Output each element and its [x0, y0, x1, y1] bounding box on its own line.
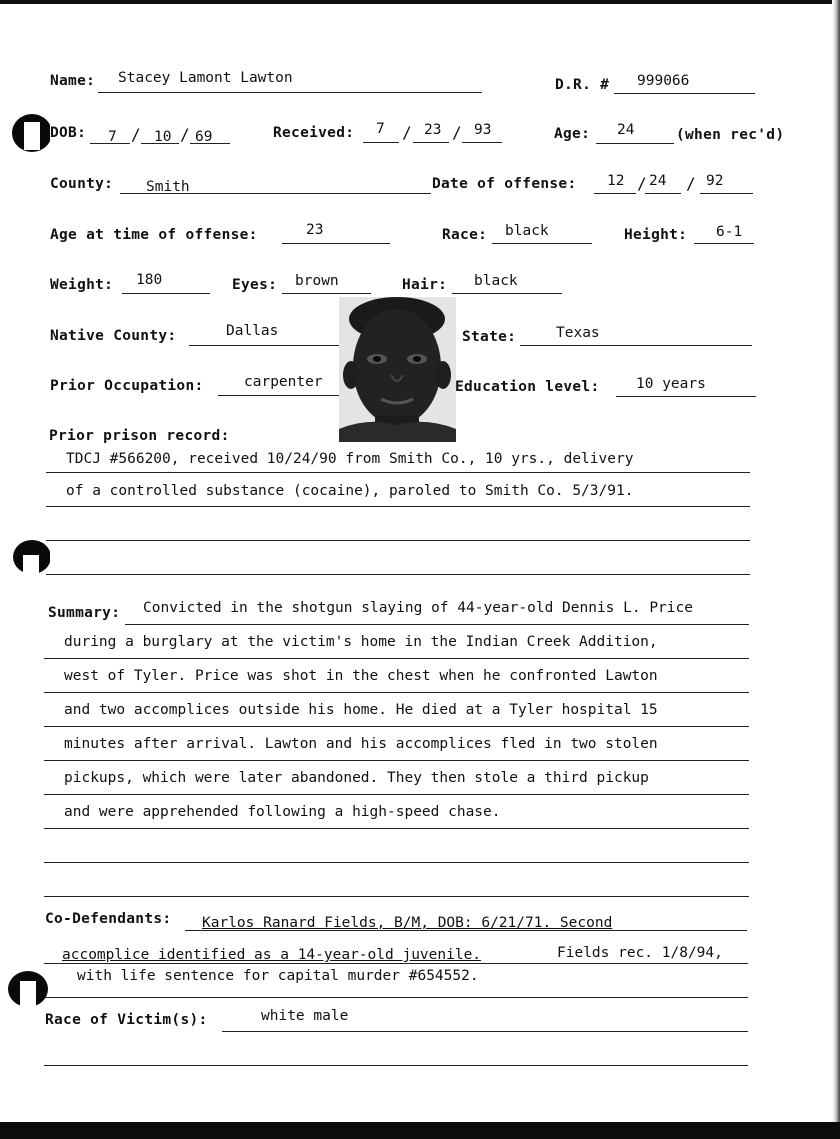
summary-rule-7: [44, 828, 749, 829]
punch-hole-bottom: [2, 965, 48, 1015]
county-value: Smith: [146, 179, 190, 195]
education-level-value: 10 years: [636, 376, 706, 392]
height-line: [694, 243, 754, 244]
summary-line-6: pickups, which were later abandoned. They then stole a third pickup: [64, 770, 649, 786]
date-of-offense-label: Date of offense:: [432, 176, 577, 192]
age-at-offense-value: 23: [306, 222, 324, 238]
received-label: Received:: [273, 125, 355, 141]
dr-number-line: [614, 93, 755, 94]
received-month: 7: [376, 121, 385, 137]
race-of-victims-value: white male: [261, 1008, 349, 1024]
state-value: Texas: [556, 325, 600, 341]
dr-number-value: 999066: [637, 73, 690, 89]
summary-line-5: minutes after arrival. Lawton and his accomplices fled in two stolen: [64, 736, 658, 752]
race-of-victims-rule-2: [44, 1065, 748, 1066]
prior-record-rule-4: [46, 574, 750, 575]
name-line: [98, 92, 482, 93]
prior-record-rule-3: [46, 540, 750, 541]
native-county-value: Dallas: [226, 323, 279, 339]
summary-rule-5: [44, 760, 749, 761]
offense-separator-2: /: [686, 174, 696, 193]
inmate-photo: [339, 297, 456, 442]
race-label: Race:: [442, 227, 488, 243]
received-day-line: [413, 142, 449, 143]
dob-label: DOB:: [50, 125, 87, 141]
dob-day: 10: [154, 129, 172, 145]
scan-right-edge: [832, 0, 840, 1122]
summary-label: Summary:: [48, 605, 121, 621]
co-defendants-line-3: with life sentence for capital murder #654552.: [77, 968, 479, 984]
co-defendants-label: Co-Defendants:: [45, 911, 172, 927]
received-month-line: [363, 142, 399, 143]
age-label: Age:: [554, 126, 591, 142]
race-line: [492, 243, 592, 244]
race-value: black: [505, 223, 549, 239]
summary-rule-4: [44, 726, 749, 727]
offense-separator: /: [637, 174, 647, 193]
dob-month-line: [90, 143, 130, 144]
height-label: Height:: [624, 227, 688, 243]
summary-rule-6: [44, 794, 749, 795]
co-defendants-rule-1: [185, 930, 747, 931]
county-line: [120, 193, 431, 194]
received-year-line: [462, 142, 502, 143]
age-at-offense-label: Age at time of offense:: [50, 227, 258, 243]
prior-record-line-2: of a controlled substance (cocaine), paroled to Smith Co. 5/3/91.: [66, 483, 634, 499]
summary-rule-3: [44, 692, 749, 693]
education-level-line: [616, 396, 756, 397]
age-line: [596, 143, 674, 144]
dob-year-line: [190, 143, 230, 144]
summary-rule-8: [44, 862, 749, 863]
summary-line-2: during a burglary at the victim's home in the Indian Creek Addition,: [64, 634, 658, 650]
weight-label: Weight:: [50, 277, 114, 293]
weight-line: [122, 293, 210, 294]
summary-rule-2: [44, 658, 749, 659]
state-line: [520, 345, 752, 346]
summary-rule-1: [125, 624, 749, 625]
punch-hole-top: [6, 108, 50, 158]
prior-occupation-label: Prior Occupation:: [50, 378, 204, 394]
punch-hole-middle: [4, 535, 50, 585]
summary-line-3: west of Tyler. Price was shot in the chest when he confronted Lawton: [64, 668, 658, 684]
hair-line: [452, 293, 562, 294]
offense-year-line: [700, 193, 753, 194]
native-county-line: [189, 345, 339, 346]
dob-day-line: [141, 143, 179, 144]
summary-line-7: and were apprehended following a high-speed chase.: [64, 804, 501, 820]
name-label: Name:: [50, 73, 96, 89]
received-separator-2: /: [452, 123, 462, 142]
name-value: Stacey Lamont Lawton: [118, 70, 293, 86]
state-label: State:: [462, 329, 517, 345]
dob-year: 69: [195, 129, 213, 145]
hair-label: Hair:: [402, 277, 448, 293]
offense-month-line: [594, 193, 636, 194]
race-of-victims-rule-1: [222, 1031, 748, 1032]
prior-occupation-line: [218, 395, 339, 396]
co-defendants-rule-3: [44, 997, 748, 998]
co-defendants-line-2b: Fields rec. 1/8/94,: [557, 945, 723, 961]
offense-day-line: [645, 193, 681, 194]
age-value: 24: [617, 122, 635, 138]
prior-occupation-value: carpenter: [244, 374, 323, 390]
dob-separator: /: [131, 125, 141, 144]
summary-line-1: Convicted in the shotgun slaying of 44-year-old Dennis L. Price: [143, 600, 693, 616]
scan-top-edge: [0, 0, 840, 4]
offense-month: 12: [607, 173, 625, 189]
native-county-label: Native County:: [50, 328, 177, 344]
dr-number-label: D.R. #: [555, 77, 610, 93]
hair-value: black: [474, 273, 518, 289]
summary-line-4: and two accomplices outside his home. He died at a Tyler hospital 15: [64, 702, 658, 718]
offense-year: 92: [706, 173, 724, 189]
weight-value: 180: [136, 272, 163, 288]
prior-record-rule-1: [46, 472, 750, 473]
co-defendants-line-2: accomplice identified as a 14-year-old juvenile.: [62, 947, 482, 963]
received-separator: /: [402, 123, 412, 142]
received-day: 23: [424, 122, 442, 138]
age-at-offense-line: [282, 243, 390, 244]
education-level-label: Education level:: [455, 379, 600, 395]
eyes-value: brown: [295, 273, 339, 289]
eyes-line: [282, 293, 371, 294]
received-year: 93: [474, 122, 492, 138]
dob-separator-2: /: [180, 125, 190, 144]
eyes-label: Eyes:: [232, 277, 278, 293]
height-value: 6-1: [716, 224, 743, 240]
co-defendants-line-1: Karlos Ranard Fields, B/M, DOB: 6/21/71. Second: [202, 915, 613, 931]
dob-month: 7: [108, 129, 117, 145]
co-defendants-rule-2: [44, 963, 748, 964]
county-label: County:: [50, 176, 114, 192]
prior-record-line-1: TDCJ #566200, received 10/24/90 from Smith Co., 10 yrs., delivery: [66, 451, 634, 467]
prior-prison-record-label: Prior prison record:: [49, 428, 230, 444]
race-of-victims-label: Race of Victim(s):: [45, 1012, 208, 1028]
prior-record-rule-2: [46, 506, 750, 507]
summary-rule-9: [44, 896, 749, 897]
scan-bottom-edge: [0, 1122, 840, 1139]
offense-day: 24: [649, 173, 667, 189]
when-received-note: (when rec'd): [676, 127, 785, 143]
